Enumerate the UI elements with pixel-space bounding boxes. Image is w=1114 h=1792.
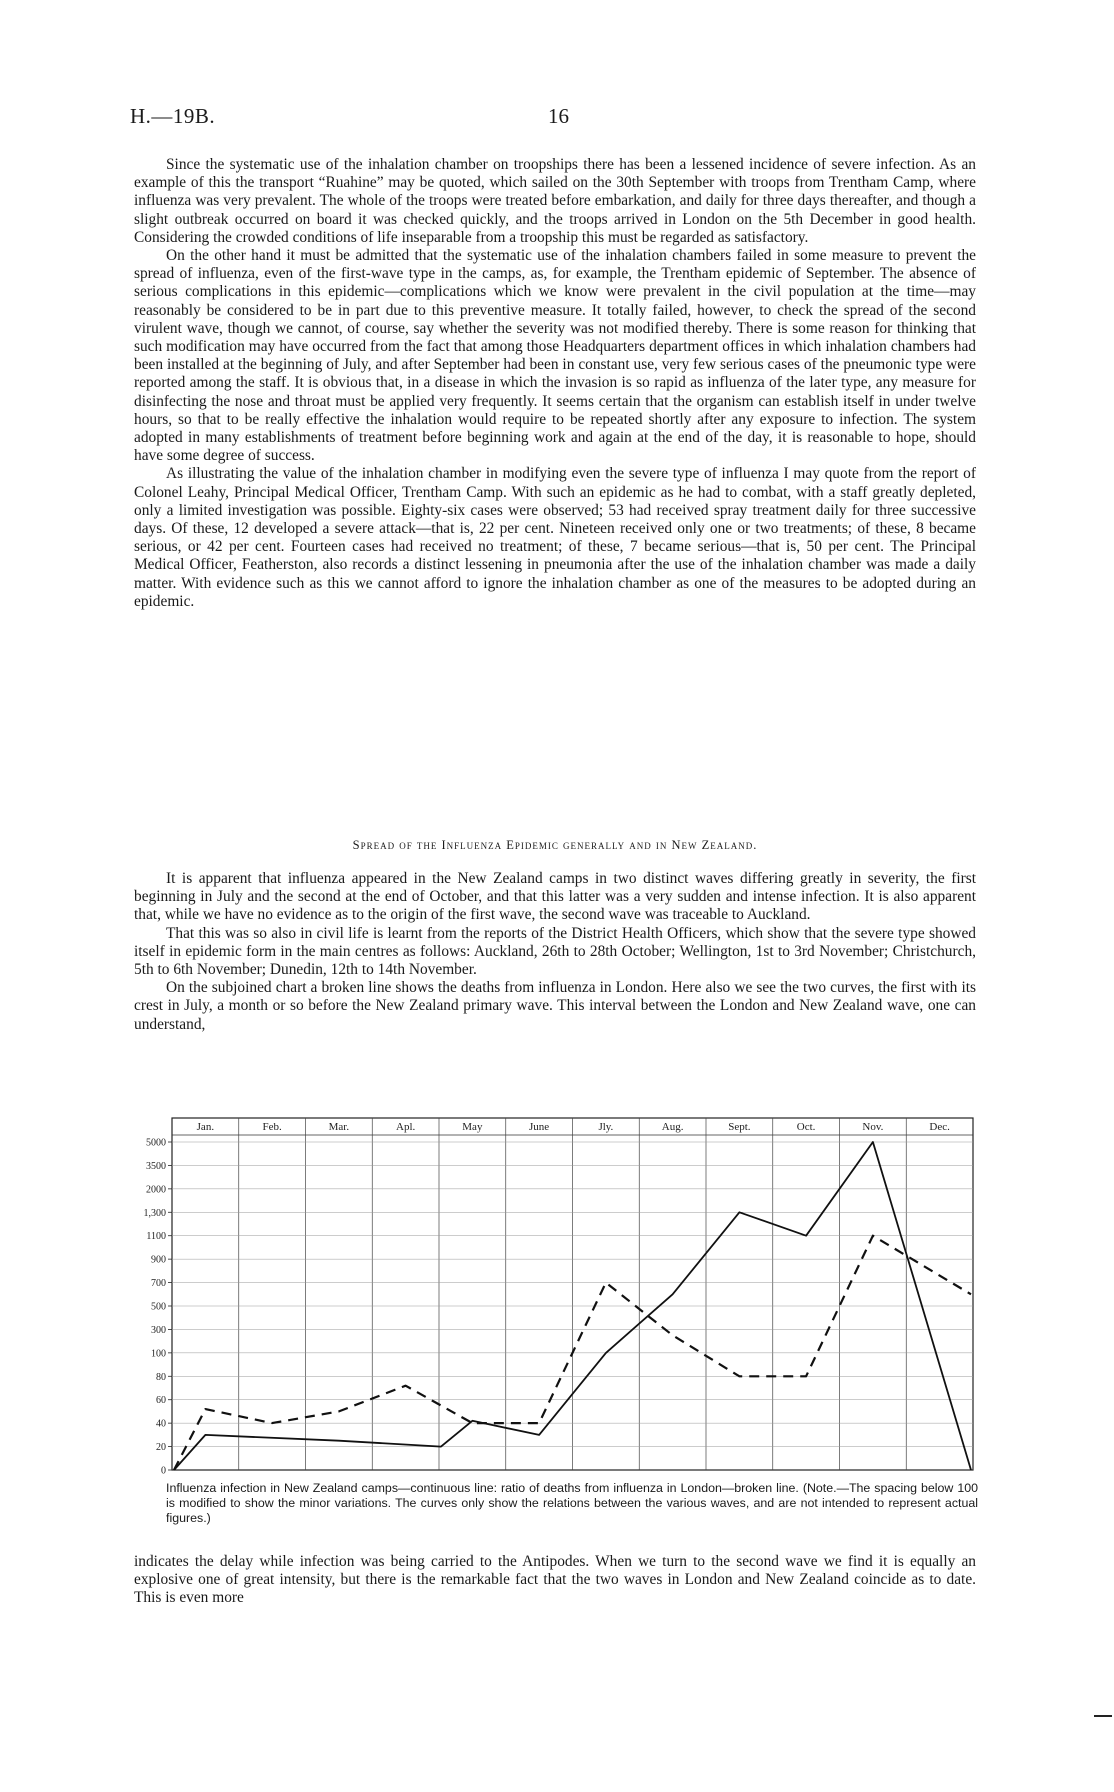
month-label: Oct. <box>796 1121 816 1133</box>
month-label: Apl. <box>396 1121 416 1133</box>
y-tick-label: 40 <box>156 1418 166 1430</box>
running-header: H.—19B. <box>130 104 216 128</box>
paragraph: Since the systematic use of the inhalation chamber on troopships there has been a lessened incidence of severe infection. As an example of this the transport “Ruahine” may be quoted, which sailed on the 30th September with troops from Trentham Camp, where influenza was very prevalent. The whole of the troops were treated before embarkation, and daily for three days thereafter, and though a slight outbreak occurred on board it was checked quickly, and the troops arrived in London on the 5th December in good health. Considering the crowded conditions of life inseparable from a troopship this must be regarded as satisfactory. <box>134 156 976 246</box>
y-tick-label: 1,300 <box>143 1207 166 1219</box>
page-number: 16 <box>548 104 569 128</box>
month-label: June <box>529 1121 550 1133</box>
month-label: Feb. <box>262 1121 282 1133</box>
month-label: Jly. <box>598 1121 614 1133</box>
paragraph: indicates the delay while infection was being carried to the Antipodes. When we turn to the second wave we find it is equally an explosive one of great intensity, but there is the remarkable fact that the two waves in London and New Zealand coincide as to date. This is even more <box>134 1553 976 1607</box>
y-tick-label: 900 <box>151 1254 166 1266</box>
y-tick-label: 3500 <box>146 1160 166 1172</box>
influenza-chart <box>130 1110 978 1475</box>
y-tick-label: 300 <box>151 1324 166 1336</box>
y-tick-label: 500 <box>151 1301 166 1313</box>
body-text-top <box>134 156 976 611</box>
body-text-bottom <box>134 1553 976 1608</box>
paragraph: As illustrating the value of the inhalation chamber in modifying even the severe type of influenza I may quote from the report of Colonel Leahy, Principal Medical Officer, Trentham Camp. With such an epidemic as he had to combat, with a staff greatly depleted, only a limited investigation was possible. Eighty-six cases were observed; 53 had received spray treatment daily for three successive days. Of these, 12 developed a severe attack—that is, 22 per cent. Nineteen received only one or two treatments; of these, 8 became serious, or 42 per cent. Fourteen cases had received no treatment; of these, 7 became serious—that is, 50 per cent. The Principal Medical Officer, Featherston, also records a distinct lessening in pneumonia after the use of the inhalation chamber was made a daily matter. With evidence such as this we cannot afford to ignore the inhalation chamber as one of the measures to be adopted during an epidemic. <box>134 465 976 610</box>
month-label: May <box>462 1121 483 1133</box>
y-tick-label: 700 <box>151 1278 166 1290</box>
month-label: Mar. <box>328 1121 350 1133</box>
month-label: Dec. <box>929 1121 950 1133</box>
paragraph: It is apparent that influenza appeared in the New Zealand camps in two distinct waves differing greatly in severity, the first beginning in July and the second at the end of October, and that this latter was a very sudden and intense infection. It is also apparent that, while we have no evidence as to the origin of the first wave, the second wave was traceable to Auckland. <box>134 870 976 924</box>
paragraph: That this was so also in civil life is learnt from the reports of the District Health Officers, which show that the severe type showed itself in epidemic form in the main centres as follows: Auckland, 26th to 28th October; Wellington, 1st to 3rd November; Christchurch, 5th to 6th November; Dunedin, 12th to 14th November. <box>134 924 976 979</box>
section-heading: Spread of the Influenza Epidemic generally and in New Zealand. <box>352 838 758 852</box>
margin-mark <box>1094 1715 1112 1717</box>
y-tick-label: 1100 <box>146 1231 166 1243</box>
y-tick-label: 100 <box>151 1348 166 1360</box>
y-tick-label: 20 <box>156 1442 166 1454</box>
chart-caption: Influenza infection in New Zealand camps—continuous line: ratio of deaths from influenza in London—broken line. (Note.—The spacing below 100 is modified to show the minor variations. The curves only show the relations between the various waves, and are not intended to represent actual figures.) <box>166 1481 978 1525</box>
y-tick-label: 2000 <box>146 1184 166 1196</box>
month-label: Nov. <box>862 1121 884 1133</box>
y-tick-label: 0 <box>161 1465 166 1475</box>
month-label: Aug. <box>661 1121 684 1133</box>
paragraph: On the other hand it must be admitted that the systematic use of the inhalation chambers failed in some measure to prevent the spread of influenza, even of the first-wave type in the camps, as, for example, the Trentham epidemic of September. The absence of serious complications in this epidemic—complications which we know were prevalent in the civil population at the time—may reasonably be considered to be in part due to this preventive measure. It totally failed, however, to check the spread of the second virulent wave, though we cannot, of course, say whether the severity was not modified thereby. There is some reason for thinking that such modification may have occurred from the fact that among those Headquarters department offices in which inhalation chambers had been installed at the beginning of July, and after September had been in constant use, very few serious cases of the pneumonic type were reported among the staff. It is obvious that, in a disease in which the invasion is so rapid as influenza of the later type, any measure for disinfecting the nose and throat must be applied very frequently. It seems certain that the organism can establish itself in under twelve hours, so that to be really effective the inhalation would require to be repeated shortly after any exposure to infection. The system adopted in many establishments of treatment before beginning work and again at the end of the day, it is reasonable to hope, should have some degree of success. <box>134 247 976 465</box>
paragraph: On the subjoined chart a broken line shows the deaths from influenza in London. Here also we see the two curves, the first with its crest in July, a month or so before the New Zealand primary wave. This interval between the London and New Zealand wave, one can understand, <box>134 979 976 1033</box>
y-tick-label: 60 <box>156 1395 166 1407</box>
y-tick-label: 80 <box>156 1371 166 1383</box>
month-label: Jan. <box>196 1121 215 1133</box>
month-label: Sept. <box>728 1121 751 1133</box>
y-tick-label: 5000 <box>146 1137 166 1149</box>
body-text-mid <box>134 870 976 1034</box>
